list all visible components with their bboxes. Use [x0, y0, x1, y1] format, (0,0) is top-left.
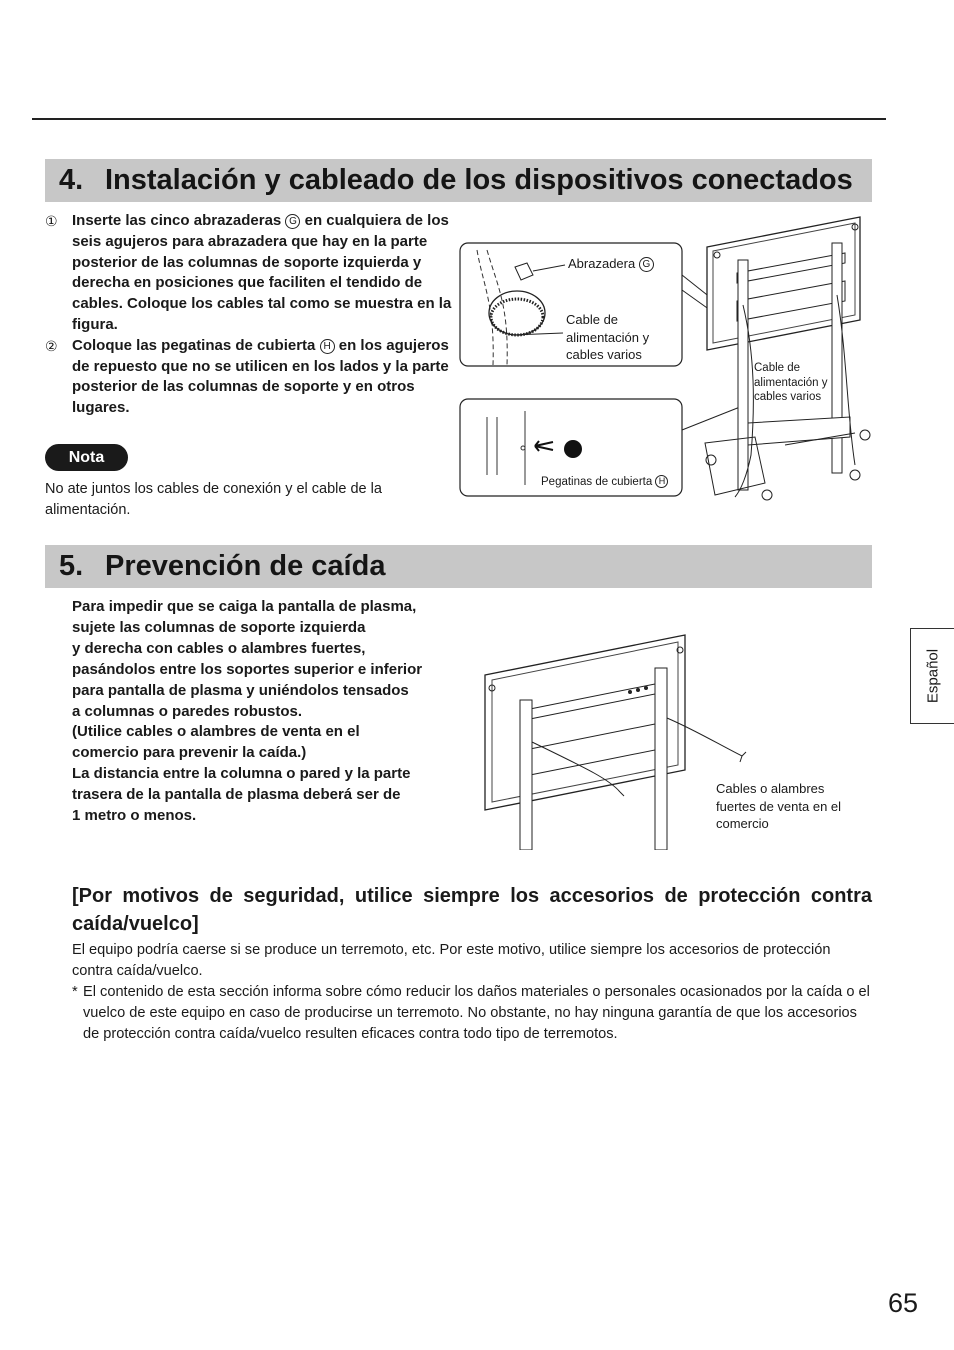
cables-label-line-1: Cables o alambres — [716, 781, 825, 796]
para-line-6: a columnas o paredes robustos. — [72, 702, 303, 720]
fig-cable-label-main — [754, 361, 828, 405]
step-2 — [45, 336, 455, 419]
safety-body — [72, 940, 872, 1045]
section-4-title: Instalación y cableado de los dispositivos conectados — [105, 164, 853, 196]
safety-body-text: El equipo podría caerse si se produce un terremoto, etc. Por este motivo, utilice siempre los accesorios de protección contra caída/vuelco. — [72, 942, 831, 979]
para-line-11: 1 metro o menos. — [72, 807, 197, 825]
cable-label-main-line-1: Cable de — [754, 362, 801, 374]
para-line-8: comercio para prevenir la caída.) — [72, 744, 307, 762]
step-2-marker: ② — [45, 337, 58, 354]
abrazadera-label: Abrazadera — [568, 256, 636, 271]
section-5-title: Prevención de caída — [105, 550, 386, 582]
accessory-g-mark: G — [285, 214, 300, 229]
safety-note — [72, 982, 872, 1045]
step-2-text-after: en los agujeros de repuesto que no se utilicen en los lados y la parte posterior de las columnas de soporte y en otros lugares. — [72, 336, 449, 417]
cable-label-inset-line-3: cables varios — [566, 347, 642, 362]
para-line-9: La distancia entre la columna o pared y la parte — [72, 765, 411, 783]
para-line-10: trasera de la pantalla de plasma deberá ser de — [72, 786, 401, 804]
cable-label-inset-line-2: alimentación y — [566, 329, 650, 345]
para-line-2: sujete las columnas de soporte izquierda — [72, 618, 366, 636]
step-1-text-after: en cualquiera de los seis agujeros para abrazadera que hay en la parte posterior de las columnas de soporte izquierda y derecha en posiciones que faciliten el tendido de cables. Coloque los cables tal como se muestra en la figura. — [72, 212, 452, 333]
step-2-text-before: Coloque las pegatinas de cubierta — [72, 336, 316, 354]
cable-routing-figure — [455, 205, 880, 515]
nota-badge: Nota — [45, 444, 128, 471]
para-line-5: para pantalla de plasma y uniéndolos tensados — [72, 681, 409, 699]
safety-title: [Por motivos de seguridad, utilice siempre los accesorios de protección contra caída/vuelco] — [72, 885, 872, 935]
pegatinas-label: Pegatinas de cubierta — [541, 476, 653, 488]
cables-label-line-2: fuertes de venta en el — [716, 798, 842, 814]
abrazadera-mark: G — [639, 257, 654, 272]
fig-cables-alambres-label — [716, 780, 841, 833]
fig-cable-label-inset — [566, 311, 649, 364]
step-1 — [45, 211, 455, 336]
top-rule — [32, 118, 886, 120]
cable-label-inset-line-1: Cable de — [566, 312, 619, 327]
language-side-tab — [910, 628, 954, 724]
para-line-1: Para impedir que se caiga la pantalla de plasma, — [72, 598, 417, 615]
language-label: Español — [924, 648, 942, 704]
section-5-header — [45, 545, 872, 588]
cable-label-main-line-3: cables varios — [754, 391, 822, 403]
para-line-4: pasándolos entre los soportes superior e inferior — [72, 660, 423, 678]
pegatinas-mark: H — [655, 475, 668, 488]
cables-label-line-3: comercio — [716, 816, 769, 831]
section-4-steps — [45, 211, 455, 419]
para-line-7: (Utilice cables o alambres de venta en el — [72, 723, 360, 741]
note-star: * — [72, 984, 78, 1000]
step-1-marker: ① — [45, 213, 58, 229]
section-4-header — [45, 159, 872, 202]
page-number: 65 — [887, 1288, 918, 1318]
fall-prevention-figure — [480, 630, 750, 850]
section-5-number: 5. — [59, 550, 84, 582]
section-4-number: 4. — [59, 164, 84, 196]
fig-pegatinas-label — [541, 475, 668, 490]
fig-abrazadera-label — [568, 255, 654, 273]
step-1-text-before: Inserte las cinco abrazaderas — [72, 212, 282, 229]
safety-note-text: El contenido de esta sección informa sobre cómo reducir los daños materiales o personales ocasionados por la caída o el vuelco de este equipo en caso de producirse un terremoto. No obstante, no hay ninguna garantía de que los accesorios de protección contra caída/vuelco resulten eficaces contra todo tipo de terremotos. — [83, 984, 870, 1042]
para-line-3: y derecha con cables o alambres fuertes, — [72, 639, 366, 657]
cable-label-main-line-2: alimentación y — [754, 376, 828, 389]
accessory-h-mark: H — [320, 339, 335, 354]
section-5-paragraph — [72, 597, 457, 827]
nota-text: No ate juntos los cables de conexión y el cable de la alimentación. — [45, 481, 382, 518]
